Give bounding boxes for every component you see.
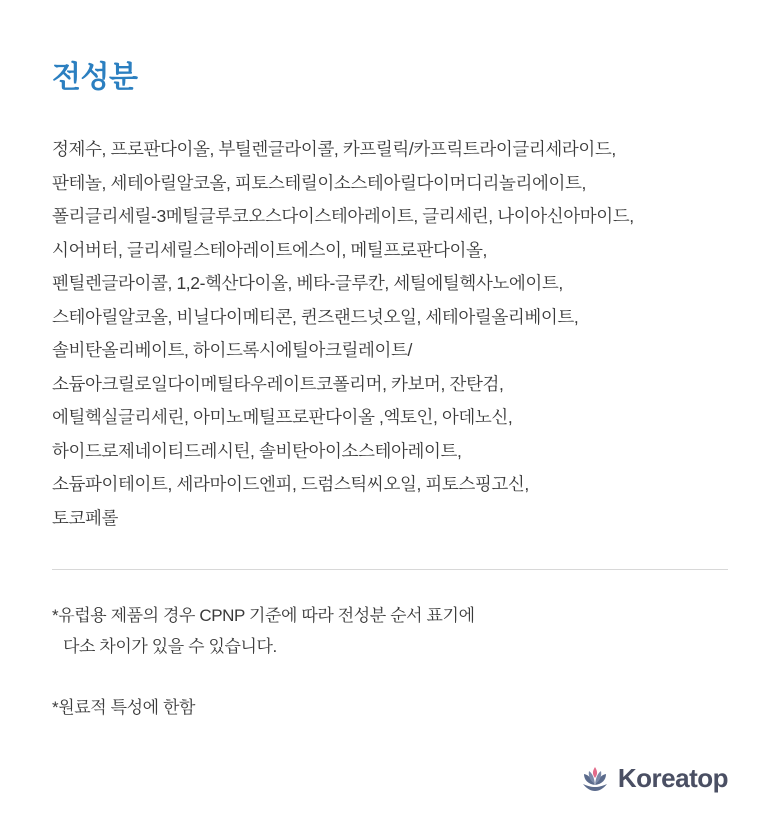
footnote-line: 다소 차이가 있을 수 있습니다. <box>63 637 277 656</box>
ingredient-line: 펜틸렌글라이콜, 1,2-헥산다이올, 베타-글루칸, 세틸에틸헥사노에이트, <box>52 273 563 293</box>
ingredient-line: 스테아릴알코올, 비닐다이메티콘, 퀸즈랜드넛오일, 세테아릴올리베이트, <box>52 306 579 327</box>
ingredient-line: 소듐아크릴로일다이메틸타우레이트코폴리머, 카보머, 잔탄검, <box>52 373 504 394</box>
ingredient-line: 하이드로제네이티드레시틴, 솔비탄아이소스테아레이트, <box>52 440 462 461</box>
ingredient-line: 토코페롤 <box>52 507 119 528</box>
ingredient-line: 에틸헥실글리세린, 아미노메틸프로판다이올 ,엑토인, 아데노신, <box>52 407 513 427</box>
lotus-flower-icon <box>580 764 610 794</box>
ingredients-list <box>52 133 728 535</box>
footnotes <box>52 600 728 723</box>
ingredient-line: 정제수, 프로판다이올, 부틸렌글라이콜, 카프릴릭/카프릭트라이글리세라이드, <box>52 139 616 159</box>
ingredient-line: 시어버터, 글리세릴스테아레이트에스이, 메틸프로판다이올, <box>52 239 487 260</box>
ingredient-line: 판테놀, 세테아릴알코올, 피토스테릴이소스테아릴다이머디리놀리에이트, <box>52 172 586 193</box>
page-title: 전성분 <box>52 61 138 94</box>
ingredient-line: 폴리글리세릴-3메틸글루코오스다이스테아레이트, 글리세린, 나이아신아마이드, <box>52 206 634 226</box>
ingredient-line: 소듐파이테이트, 세라마이드엔피, 드럼스틱씨오일, 피토스핑고신, <box>52 474 529 494</box>
footnote-line: *원료적 특성에 한함 <box>52 698 196 717</box>
brand-name: Koreatop <box>617 763 728 793</box>
ingredient-line: 솔비탄올리베이트, 하이드록시에틸아크릴레이트/ <box>52 340 412 360</box>
footnote-line: *유럽용 제품의 경우 CPNP 기준에 따라 전성분 순서 표기에 <box>52 606 475 625</box>
section-divider <box>52 569 728 570</box>
brand-logo <box>580 763 728 794</box>
